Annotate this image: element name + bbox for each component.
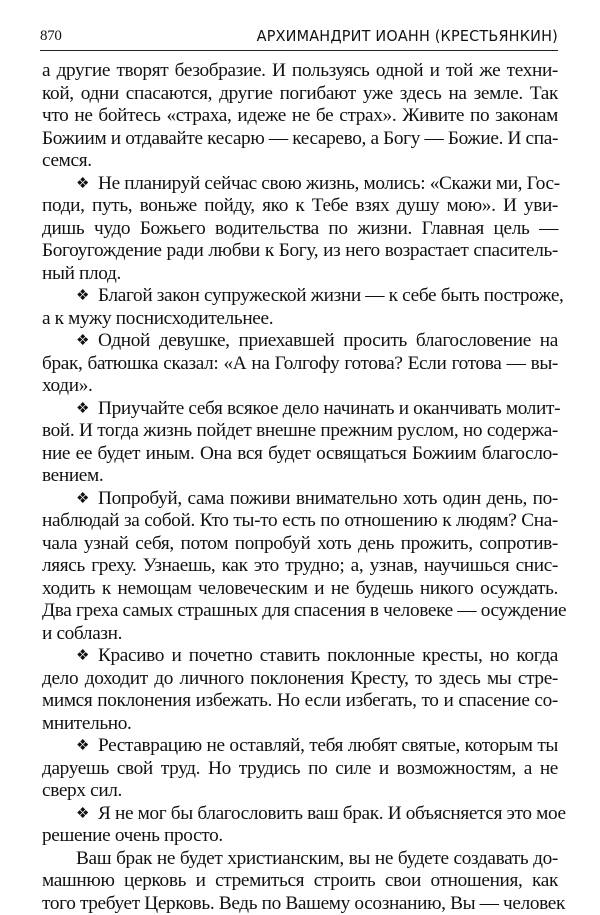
text-line [42, 150, 558, 173]
diamond-bullet-icon: ❖ [76, 398, 98, 421]
line-text: Богоугождение ради любви к Богу, из него возрастает спаситель- [42, 240, 558, 261]
line-text: даруешь свой труд. Но трудись по силе и возможностям, а не [42, 758, 558, 779]
text-line [42, 533, 558, 556]
diamond-bullet-icon: ❖ [76, 173, 98, 196]
text-line [42, 443, 558, 466]
line-text: Два греха самых страшных для спасения в человеке — осуждение [42, 600, 566, 621]
text-line [42, 668, 558, 691]
text-line [42, 780, 558, 803]
text-line [42, 218, 558, 241]
text-line [42, 308, 558, 331]
diamond-bullet-icon: ❖ [76, 645, 98, 668]
text-line [42, 398, 558, 421]
text-line [42, 803, 558, 826]
line-text: ляясь греху. Узнаешь, как это трудно; а, узнав, научишься снис- [42, 555, 558, 576]
line-text: Благой закон супружеской жизни — к себе быть построже, [98, 285, 564, 306]
line-text: сверх сил. [42, 780, 122, 801]
line-text: решение очень просто. [42, 825, 223, 846]
line-text: ный плод. [42, 263, 121, 284]
line-text: а к мужу поснисходительнее. [42, 308, 273, 329]
line-text: семся. [42, 150, 92, 171]
line-text: дело доходит до личного поклонения Кресту, то здесь мы стре- [42, 668, 558, 689]
text-line [42, 825, 558, 848]
line-text: Ваш брак не будет христианским, вы не будете создавать до- [76, 848, 558, 869]
line-text: Одной девушке, приехавшей просить благословение на [98, 330, 558, 351]
line-text: Я не мог бы благословить ваш брак. И объясняется это мое [98, 803, 566, 824]
line-text: что не бойтесь «страха, идеже не бе страх». Живите по законам [42, 105, 558, 126]
text-line [42, 690, 558, 713]
page-body [42, 60, 558, 915]
text-line [42, 240, 558, 263]
text-line [42, 870, 558, 893]
text-line [42, 330, 558, 353]
line-text: и соблазн. [42, 623, 122, 644]
text-line [42, 555, 558, 578]
text-line [42, 195, 558, 218]
diamond-bullet-icon: ❖ [76, 488, 98, 511]
diamond-bullet-icon: ❖ [76, 735, 98, 758]
page-number: 870 [40, 28, 62, 45]
diamond-bullet-icon: ❖ [76, 803, 98, 826]
text-line [42, 600, 558, 623]
line-text: ходить к немощам человеческим и не будешь никого осуждать. [42, 578, 558, 599]
text-line [42, 105, 558, 128]
line-text: ние ее будет иным. Она вся будет освящаться Божиим благосло- [42, 443, 558, 464]
line-text: Божиим и отдавайте кесарю — кесарево, а Богу — Божие. И спа- [42, 128, 558, 149]
text-line [42, 285, 558, 308]
line-text: наблюдай за собой. Кто ты-то есть по отношению к людям? Сна- [42, 510, 558, 531]
text-line [42, 848, 558, 871]
text-line [42, 488, 558, 511]
text-line [42, 420, 558, 443]
running-header [40, 22, 558, 51]
line-text: кой, одни спасаются, другие погибают уже здесь на земле. Так [42, 83, 558, 104]
text-line [42, 375, 558, 398]
line-text: а другие творят безобразие. И пользуясь одной и той же техни- [42, 60, 558, 81]
text-line [42, 735, 558, 758]
text-line [42, 645, 558, 668]
line-text: ходи». [42, 375, 92, 396]
text-line [42, 893, 558, 915]
text-line [42, 128, 558, 151]
text-line [42, 353, 558, 376]
line-text: машнюю церковь и стремиться строить свои отношения, как [42, 870, 558, 891]
text-line [42, 465, 558, 488]
text-line [42, 60, 558, 83]
text-line [42, 263, 558, 286]
line-text: дишь чудо Божьего водительства по жизни. Главная цель — [42, 218, 558, 239]
text-line [42, 713, 558, 736]
text-line [42, 173, 558, 196]
line-text: Приучайте себя всякое дело начинать и оканчивать молит- [98, 398, 560, 419]
text-line [42, 623, 558, 646]
line-text: Попробуй, сама поживи внимательно хоть один день, по- [98, 488, 558, 509]
line-text: мимся поклонения избежать. Но если избегать, то и спасение со- [42, 690, 558, 711]
line-text: Не планируй сейчас свою жизнь, молись: «Скажи ми, Гос- [98, 173, 560, 194]
line-text: чала узнай себя, потом попробуй хоть день прожить, сопротив- [42, 533, 558, 554]
line-text: того требует Церковь. Ведь по Вашему осознанию, Вы — человек [42, 893, 565, 914]
line-text: Красиво и почетно ставить поклонные кресты, но когда [98, 645, 558, 666]
diamond-bullet-icon: ❖ [76, 330, 98, 353]
line-text: поди, путь, воньже пойду, яко к Тебе взях душу мою». И уви- [42, 195, 558, 216]
text-line [42, 510, 558, 533]
line-text: вой. И тогда жизнь пойдет внешне прежним руслом, но содержа- [42, 420, 558, 441]
running-title: АРХИМАНДРИТ ИОАНН (КРЕСТЬЯНКИН) [257, 27, 558, 45]
diamond-bullet-icon: ❖ [76, 285, 98, 308]
line-text: Реставрацию не оставляй, тебя любят святые, которым ты [98, 735, 558, 756]
text-line [42, 758, 558, 781]
line-text: вением. [42, 465, 103, 486]
text-line [42, 578, 558, 601]
line-text: мнительно. [42, 713, 132, 734]
text-line [42, 83, 558, 106]
line-text: брак, батюшка сказал: «А на Голгофу готова? Если готова — вы- [42, 353, 558, 374]
